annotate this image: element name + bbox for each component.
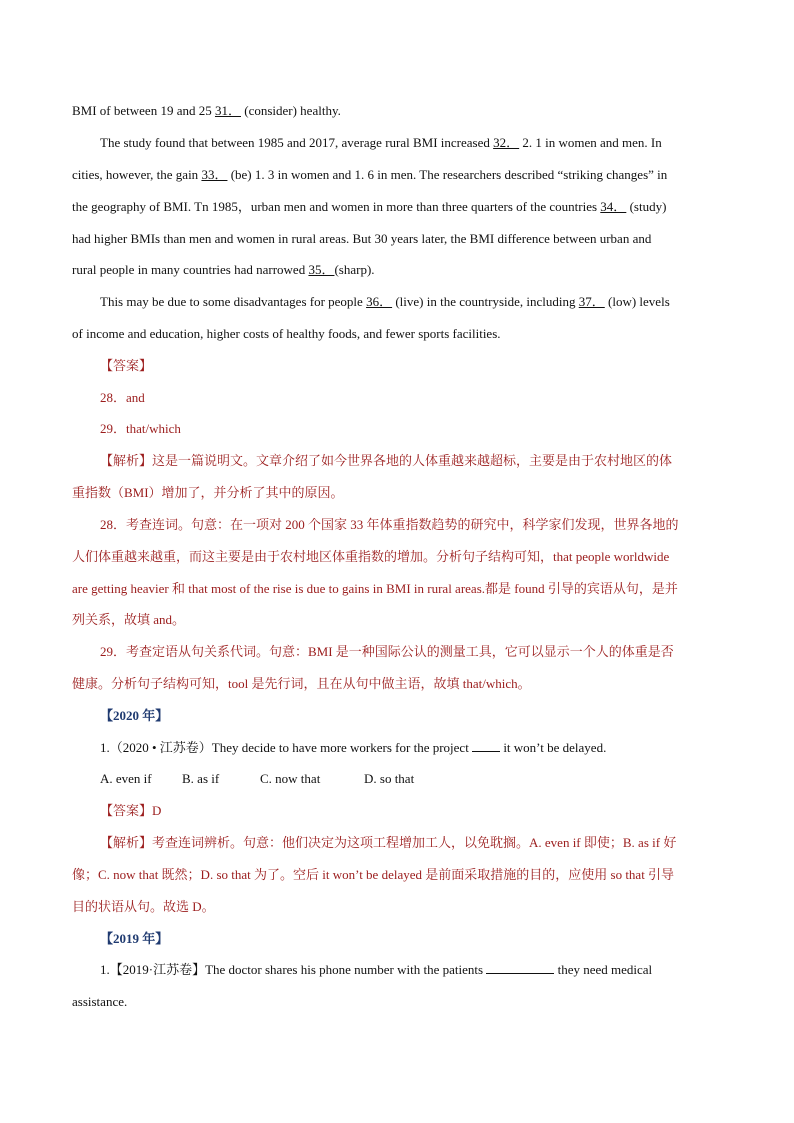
passage-line: This may be due to some disadvantages for people 36． (live) in the countryside, including 37． (low) levels xyxy=(100,294,670,309)
blank-34: 34． xyxy=(600,199,627,214)
option-b: B. as if xyxy=(182,771,220,786)
year-heading-2020: 【2020 年】 xyxy=(100,708,169,723)
analysis-line: 列关系，故填 and。 xyxy=(72,612,186,627)
answer-blank xyxy=(472,739,500,752)
answer-blank xyxy=(486,961,554,974)
passage-line: BMI of between 19 and 25 31． (consider) healthy. xyxy=(72,103,341,118)
question-2019: assistance. xyxy=(72,994,128,1009)
question-2020: 1.（2020 • 江苏卷）They decide to have more workers for the project it won’t be delayed. xyxy=(100,740,607,755)
analysis-heading: 【解析】 xyxy=(100,453,153,468)
blank-33: 33． xyxy=(201,167,228,182)
options-2020 xyxy=(100,770,734,788)
analysis-line: 人们体重越来越重，而这主要是由于农村地区体重指数的增加。分析句子结构可知，that people worldwide xyxy=(72,549,670,564)
analysis-line: 29．考查定语从句关系代词。句意：BMI 是一种国际公认的测量工具，它可以显示一个人的体重是否 xyxy=(100,644,674,659)
passage-line: rural people in many countries had narrowed 35．(sharp). xyxy=(72,262,375,277)
option-a: A. even if xyxy=(100,771,152,786)
analysis-2020: 目的状语从句。故选 D。 xyxy=(72,899,215,914)
analysis-2020: 像；C. now that 既然；D. so that 为了。空后 it won’t be delayed 是前面采取措施的目的，应使用 so that 引导 xyxy=(72,867,675,882)
blank-37: 37． xyxy=(578,294,605,309)
analysis-line: 健康。分析句子结构可知，tool 是先行词，且在从句中做主语，故填 that/which。 xyxy=(72,676,531,691)
question-2019: 1.【2019·江苏卷】The doctor shares his phone number with the patients they need medical xyxy=(100,962,653,977)
year-heading-2019: 【2019 年】 xyxy=(100,931,169,946)
blank-32: 32． xyxy=(493,135,520,150)
answer-2020: 【答案】D xyxy=(100,803,162,818)
analysis-line: 【解析】这是一篇说明文。文章介绍了如今世界各地的人体重越来越超标，主要是由于农村地区的体 xyxy=(100,453,673,468)
passage-line: The study found that between 1985 and 2017, average rural BMI increased 32． 2. 1 in women and men. In xyxy=(100,135,662,150)
answer-heading: 【答案】 xyxy=(100,358,153,373)
blank-31: 31． xyxy=(214,103,241,118)
analysis-line: 重指数（BMI）增加了，并分析了其中的原因。 xyxy=(72,485,344,500)
passage-line: of income and education, higher costs of healthy foods, and fewer sports facilities. xyxy=(72,326,501,341)
passage-line: the geography of BMI. Tn 1985，urban men and women in more than three quarters of the countries 34． (study) xyxy=(72,199,667,214)
option-c: C. now that xyxy=(260,771,321,786)
analysis-2020: 【解析】考查连词辨析。句意：他们决定为这项工程增加工人，以免耽搁。A. even if 即使；B. as if 好 xyxy=(100,835,677,850)
answer-29: 29．that/which xyxy=(100,421,181,436)
blank-35: 35． xyxy=(308,262,335,277)
blank-36: 36． xyxy=(366,294,393,309)
analysis-line: are getting heavier 和 that most of the rise is due to gains in BMI in rural areas.都是 found 引导的宾语从句，是并 xyxy=(72,581,678,596)
option-d: D. so that xyxy=(364,771,415,786)
passage-line: had higher BMIs than men and women in rural areas. But 30 years later, the BMI difference between urban and xyxy=(72,231,652,246)
analysis-line: 28．考查连词。句意：在一项对 200 个国家 33 年体重指数趋势的研究中，科学家们发现，世界各地的 xyxy=(100,517,679,532)
passage-line: cities, however, the gain 33． (be) 1. 3 in women and 1. 6 in men. The researchers described “striking changes” in xyxy=(72,167,668,182)
answer-28: 28．and xyxy=(100,390,145,405)
